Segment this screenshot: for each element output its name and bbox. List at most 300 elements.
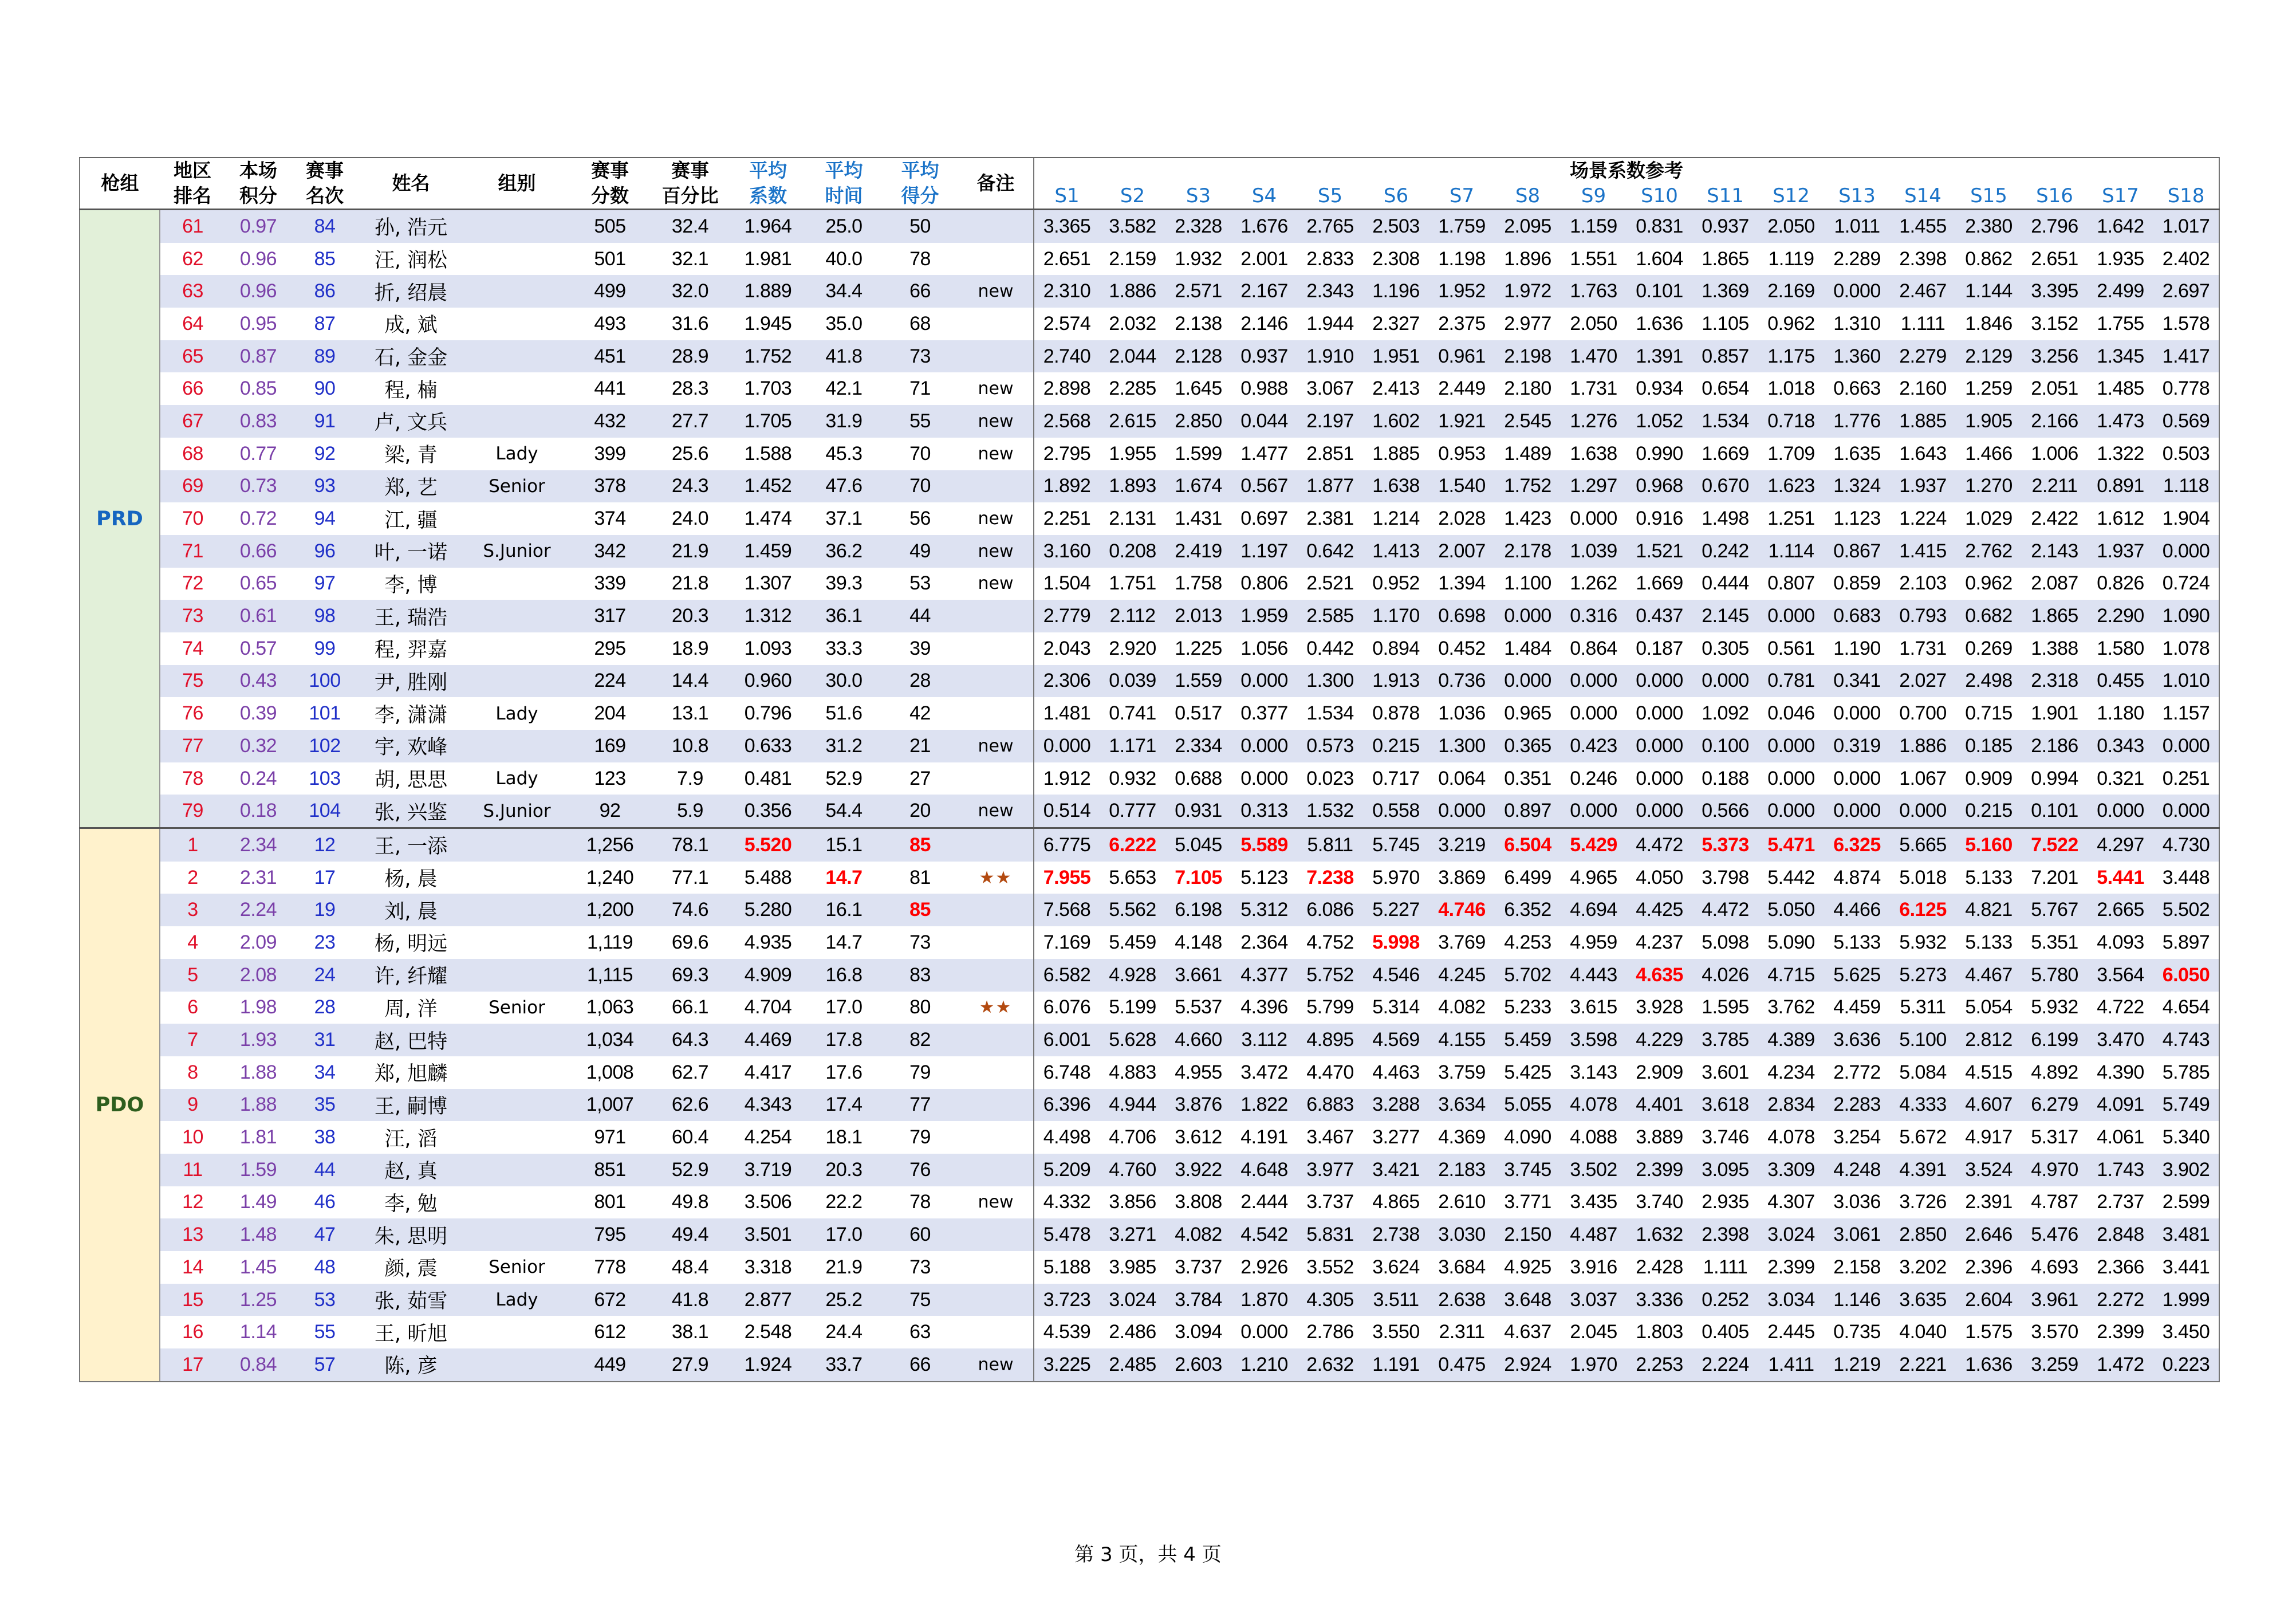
cell-round-points: 0.65 bbox=[225, 568, 292, 600]
cell-stage-s14: 5.100 bbox=[1890, 1024, 1956, 1056]
cell-avg-time: 24.4 bbox=[806, 1316, 882, 1348]
cell-stage-s16: 0.994 bbox=[2022, 762, 2088, 795]
cell-stage-s12: 0.000 bbox=[1758, 795, 1824, 828]
cell-match-pct: 27.9 bbox=[650, 1348, 730, 1382]
cell-stage-s15: 4.917 bbox=[1956, 1121, 2022, 1154]
cell-stage-s12: 4.715 bbox=[1758, 959, 1824, 992]
cell-stage-s5: 6.086 bbox=[1297, 894, 1363, 926]
cell-avg-factor: 2.877 bbox=[730, 1284, 806, 1316]
cell-stage-s7: 3.219 bbox=[1429, 828, 1495, 862]
cell-stage-s5: 3.067 bbox=[1297, 372, 1363, 405]
cell-stage-s2: 1.751 bbox=[1100, 568, 1165, 600]
cell-stage-s8: 2.095 bbox=[1495, 210, 1561, 243]
cell-stage-s12: 0.000 bbox=[1758, 730, 1824, 762]
cell-stage-s8: 5.055 bbox=[1495, 1089, 1561, 1122]
cell-stage-s15: 2.762 bbox=[1956, 535, 2022, 568]
cell-avg-points: 27 bbox=[882, 762, 958, 795]
cell-stage-s4: 2.444 bbox=[1231, 1186, 1297, 1219]
col-category: 组别 bbox=[464, 158, 570, 210]
cell-stage-s8: 3.771 bbox=[1495, 1186, 1561, 1219]
cell-match-score: 1,119 bbox=[570, 926, 650, 959]
cell-avg-time: 45.3 bbox=[806, 438, 882, 470]
cell-stage-s8: 5.233 bbox=[1495, 992, 1561, 1024]
cell-stage-s18: 1.904 bbox=[2153, 502, 2219, 535]
cell-stage-s12: 5.471 bbox=[1758, 828, 1824, 862]
cell-stage-s11: 2.145 bbox=[1692, 600, 1758, 632]
cell-stage-s17: 2.665 bbox=[2088, 894, 2153, 926]
cell-match-rank: 55 bbox=[292, 1316, 358, 1348]
cell-stage-s4: 1.959 bbox=[1231, 600, 1297, 632]
cell-round-points: 1.14 bbox=[225, 1316, 292, 1348]
cell-stage-s2: 1.886 bbox=[1100, 275, 1165, 308]
cell-stage-s13: 2.283 bbox=[1824, 1089, 1890, 1122]
cell-avg-factor: 0.796 bbox=[730, 697, 806, 730]
cell-stage-s12: 1.251 bbox=[1758, 502, 1824, 535]
cell-stage-s14: 6.125 bbox=[1890, 894, 1956, 926]
cell-remark bbox=[958, 1056, 1034, 1089]
cell-stage-s15: 2.604 bbox=[1956, 1284, 2022, 1316]
cell-stage-s7: 1.394 bbox=[1429, 568, 1495, 600]
cell-match-rank: 57 bbox=[292, 1348, 358, 1382]
stage-header-s13: S13 bbox=[1824, 183, 1890, 210]
cell-name: 周, 洋 bbox=[358, 992, 464, 1024]
cell-avg-time: 40.0 bbox=[806, 243, 882, 276]
cell-avg-factor: 3.719 bbox=[730, 1154, 806, 1186]
cell-stage-s6: 3.550 bbox=[1363, 1316, 1429, 1348]
cell-stage-s4: 0.988 bbox=[1231, 372, 1297, 405]
cell-name: 张, 茹雪 bbox=[358, 1284, 464, 1316]
cell-stage-s11: 3.798 bbox=[1692, 862, 1758, 894]
table-row bbox=[80, 665, 2219, 698]
cell-stage-s2: 3.985 bbox=[1100, 1251, 1165, 1284]
cell-stage-s9: 1.039 bbox=[1561, 535, 1627, 568]
cell-stage-s16: 3.395 bbox=[2022, 275, 2088, 308]
cell-round-points: 0.84 bbox=[225, 1348, 292, 1382]
cell-stage-s5: 2.786 bbox=[1297, 1316, 1363, 1348]
table-row bbox=[80, 894, 2219, 926]
group-label-pdo: PDO bbox=[80, 828, 160, 1382]
cell-avg-points: 44 bbox=[882, 600, 958, 632]
cell-avg-points: 85 bbox=[882, 894, 958, 926]
cell-region-rank: 7 bbox=[160, 1024, 225, 1056]
cell-stage-s7: 4.369 bbox=[1429, 1121, 1495, 1154]
cell-avg-factor: 4.417 bbox=[730, 1056, 806, 1089]
cell-avg-points: 55 bbox=[882, 405, 958, 438]
cell-stage-s16: 7.522 bbox=[2022, 828, 2088, 862]
cell-stage-s13: 1.324 bbox=[1824, 470, 1890, 503]
cell-stage-s13: 3.254 bbox=[1824, 1121, 1890, 1154]
cell-region-rank: 67 bbox=[160, 405, 225, 438]
cell-match-score: 493 bbox=[570, 308, 650, 340]
cell-stage-s10: 0.101 bbox=[1627, 275, 1692, 308]
cell-match-rank: 31 bbox=[292, 1024, 358, 1056]
cell-stage-s10: 0.000 bbox=[1627, 730, 1692, 762]
table-row bbox=[80, 959, 2219, 992]
cell-region-rank: 5 bbox=[160, 959, 225, 992]
cell-avg-factor: 4.469 bbox=[730, 1024, 806, 1056]
cell-stage-s17: 4.297 bbox=[2088, 828, 2153, 862]
cell-stage-s16: 2.166 bbox=[2022, 405, 2088, 438]
cell-stage-s1: 2.898 bbox=[1034, 372, 1100, 405]
table-row bbox=[80, 210, 2219, 243]
cell-stage-s5: 4.752 bbox=[1297, 926, 1363, 959]
cell-stage-s15: 3.524 bbox=[1956, 1154, 2022, 1186]
cell-stage-s3: 1.559 bbox=[1165, 665, 1231, 698]
cell-round-points: 2.24 bbox=[225, 894, 292, 926]
cell-round-points: 0.83 bbox=[225, 405, 292, 438]
cell-name: 李, 博 bbox=[358, 568, 464, 600]
cell-stage-s9: 1.470 bbox=[1561, 340, 1627, 373]
cell-stage-s6: 5.998 bbox=[1363, 926, 1429, 959]
cell-round-points: 0.85 bbox=[225, 372, 292, 405]
cell-round-points: 0.87 bbox=[225, 340, 292, 373]
cell-stage-s7: 2.311 bbox=[1429, 1316, 1495, 1348]
cell-region-rank: 75 bbox=[160, 665, 225, 698]
cell-match-rank: 46 bbox=[292, 1186, 358, 1219]
cell-category bbox=[464, 632, 570, 665]
cell-stage-s6: 3.421 bbox=[1363, 1154, 1429, 1186]
cell-avg-factor: 1.459 bbox=[730, 535, 806, 568]
cell-stage-s16: 2.422 bbox=[2022, 502, 2088, 535]
cell-round-points: 0.95 bbox=[225, 308, 292, 340]
cell-match-rank: 98 bbox=[292, 600, 358, 632]
cell-stage-s7: 4.155 bbox=[1429, 1024, 1495, 1056]
cell-stage-s5: 1.532 bbox=[1297, 795, 1363, 828]
cell-stage-s15: 2.396 bbox=[1956, 1251, 2022, 1284]
cell-match-score: 672 bbox=[570, 1284, 650, 1316]
cell-stage-s6: 2.327 bbox=[1363, 308, 1429, 340]
cell-stage-s7: 3.759 bbox=[1429, 1056, 1495, 1089]
cell-match-score: 1,034 bbox=[570, 1024, 650, 1056]
cell-stage-s4: 1.477 bbox=[1231, 438, 1297, 470]
cell-stage-s5: 3.467 bbox=[1297, 1121, 1363, 1154]
cell-stage-s18: 1.578 bbox=[2153, 308, 2219, 340]
cell-stage-s17: 1.180 bbox=[2088, 697, 2153, 730]
cell-region-rank: 73 bbox=[160, 600, 225, 632]
cell-stage-s13: 1.123 bbox=[1824, 502, 1890, 535]
cell-stage-s1: 2.795 bbox=[1034, 438, 1100, 470]
cell-round-points: 0.97 bbox=[225, 210, 292, 243]
cell-stage-s13: 4.466 bbox=[1824, 894, 1890, 926]
cell-round-points: 2.34 bbox=[225, 828, 292, 862]
cell-stage-s9: 4.078 bbox=[1561, 1089, 1627, 1122]
scene-factor-title: 场景系数参考 bbox=[1034, 158, 2219, 183]
cell-match-score: 501 bbox=[570, 243, 650, 276]
cell-round-points: 2.08 bbox=[225, 959, 292, 992]
cell-stage-s8: 1.489 bbox=[1495, 438, 1561, 470]
cell-match-score: 92 bbox=[570, 795, 650, 828]
cell-stage-s4: 0.937 bbox=[1231, 340, 1297, 373]
cell-avg-points: 53 bbox=[882, 568, 958, 600]
cell-match-score: 123 bbox=[570, 762, 650, 795]
cell-match-score: 169 bbox=[570, 730, 650, 762]
cell-stage-s8: 0.351 bbox=[1495, 762, 1561, 795]
cell-stage-s8: 0.000 bbox=[1495, 665, 1561, 698]
cell-stage-s12: 2.834 bbox=[1758, 1089, 1824, 1122]
cell-stage-s4: 0.313 bbox=[1231, 795, 1297, 828]
table-row bbox=[80, 243, 2219, 276]
cell-stage-s13: 1.219 bbox=[1824, 1348, 1890, 1382]
cell-category bbox=[464, 1024, 570, 1056]
cell-match-pct: 20.3 bbox=[650, 600, 730, 632]
cell-match-score: 451 bbox=[570, 340, 650, 373]
cell-name: 杨, 晨 bbox=[358, 862, 464, 894]
cell-avg-time: 22.2 bbox=[806, 1186, 882, 1219]
cell-stage-s17: 0.455 bbox=[2088, 665, 2153, 698]
cell-stage-s13: 0.341 bbox=[1824, 665, 1890, 698]
stage-header-s6: S6 bbox=[1363, 183, 1429, 210]
col-avg-factor: 平均 系数 bbox=[730, 158, 806, 210]
cell-match-rank: 101 bbox=[292, 697, 358, 730]
cell-stage-s1: 5.188 bbox=[1034, 1251, 1100, 1284]
cell-name: 汪, 润松 bbox=[358, 243, 464, 276]
cell-avg-points: 39 bbox=[882, 632, 958, 665]
cell-stage-s1: 0.514 bbox=[1034, 795, 1100, 828]
cell-stage-s6: 4.569 bbox=[1363, 1024, 1429, 1056]
cell-stage-s12: 1.709 bbox=[1758, 438, 1824, 470]
cell-avg-time: 17.8 bbox=[806, 1024, 882, 1056]
cell-stage-s12: 1.018 bbox=[1758, 372, 1824, 405]
cell-stage-s13: 0.859 bbox=[1824, 568, 1890, 600]
cell-stage-s12: 0.807 bbox=[1758, 568, 1824, 600]
cell-match-pct: 21.8 bbox=[650, 568, 730, 600]
cell-stage-s9: 4.694 bbox=[1561, 894, 1627, 926]
cell-stage-s2: 2.615 bbox=[1100, 405, 1165, 438]
cell-stage-s10: 2.909 bbox=[1627, 1056, 1692, 1089]
cell-stage-s8: 4.637 bbox=[1495, 1316, 1561, 1348]
cell-round-points: 0.18 bbox=[225, 795, 292, 828]
cell-stage-s3: 4.082 bbox=[1165, 1218, 1231, 1251]
cell-stage-s5: 3.737 bbox=[1297, 1186, 1363, 1219]
cell-stage-s7: 0.000 bbox=[1429, 795, 1495, 828]
cell-match-pct: 7.9 bbox=[650, 762, 730, 795]
cell-stage-s16: 3.259 bbox=[2022, 1348, 2088, 1382]
cell-avg-points: 82 bbox=[882, 1024, 958, 1056]
cell-stage-s6: 2.738 bbox=[1363, 1218, 1429, 1251]
cell-round-points: 0.39 bbox=[225, 697, 292, 730]
stage-header-s16: S16 bbox=[2022, 183, 2088, 210]
cell-stage-s16: 5.767 bbox=[2022, 894, 2088, 926]
cell-stage-s1: 2.043 bbox=[1034, 632, 1100, 665]
cell-stage-s11: 4.472 bbox=[1692, 894, 1758, 926]
cell-stage-s15: 1.259 bbox=[1956, 372, 2022, 405]
cell-match-rank: 85 bbox=[292, 243, 358, 276]
cell-category bbox=[464, 926, 570, 959]
cell-stage-s11: 0.566 bbox=[1692, 795, 1758, 828]
cell-category: Senior bbox=[464, 470, 570, 503]
cell-stage-s10: 3.336 bbox=[1627, 1284, 1692, 1316]
cell-stage-s1: 0.000 bbox=[1034, 730, 1100, 762]
cell-stage-s11: 0.670 bbox=[1692, 470, 1758, 503]
cell-stage-s3: 2.850 bbox=[1165, 405, 1231, 438]
cell-stage-s2: 3.856 bbox=[1100, 1186, 1165, 1219]
cell-stage-s9: 4.965 bbox=[1561, 862, 1627, 894]
cell-stage-s14: 5.018 bbox=[1890, 862, 1956, 894]
cell-stage-s13: 3.036 bbox=[1824, 1186, 1890, 1219]
cell-stage-s9: 1.551 bbox=[1561, 243, 1627, 276]
cell-stage-s4: 0.806 bbox=[1231, 568, 1297, 600]
cell-match-score: 432 bbox=[570, 405, 650, 438]
cell-category: Lady bbox=[464, 697, 570, 730]
cell-stage-s10: 0.990 bbox=[1627, 438, 1692, 470]
cell-stage-s18: 0.778 bbox=[2153, 372, 2219, 405]
cell-stage-s7: 3.769 bbox=[1429, 926, 1495, 959]
cell-avg-factor: 1.924 bbox=[730, 1348, 806, 1382]
cell-match-rank: 17 bbox=[292, 862, 358, 894]
cell-stage-s10: 0.437 bbox=[1627, 600, 1692, 632]
cell-stage-s1: 7.568 bbox=[1034, 894, 1100, 926]
cell-stage-s15: 0.862 bbox=[1956, 243, 2022, 276]
cell-stage-s3: 0.931 bbox=[1165, 795, 1231, 828]
cell-stage-s13: 1.190 bbox=[1824, 632, 1890, 665]
cell-stage-s4: 0.044 bbox=[1231, 405, 1297, 438]
cell-avg-time: 51.6 bbox=[806, 697, 882, 730]
cell-stage-s3: 1.599 bbox=[1165, 438, 1231, 470]
cell-match-pct: 14.4 bbox=[650, 665, 730, 698]
cell-avg-factor: 3.318 bbox=[730, 1251, 806, 1284]
cell-stage-s12: 2.399 bbox=[1758, 1251, 1824, 1284]
cell-round-points: 0.66 bbox=[225, 535, 292, 568]
cell-stage-s13: 0.000 bbox=[1824, 795, 1890, 828]
cell-stage-s18: 1.157 bbox=[2153, 697, 2219, 730]
cell-region-rank: 66 bbox=[160, 372, 225, 405]
cell-match-pct: 32.0 bbox=[650, 275, 730, 308]
cell-stage-s17: 1.642 bbox=[2088, 210, 2153, 243]
cell-stage-s14: 1.886 bbox=[1890, 730, 1956, 762]
cell-stage-s7: 1.759 bbox=[1429, 210, 1495, 243]
cell-stage-s12: 0.000 bbox=[1758, 600, 1824, 632]
cell-avg-points: 56 bbox=[882, 502, 958, 535]
cell-name: 程, 楠 bbox=[358, 372, 464, 405]
cell-name: 江, 疆 bbox=[358, 502, 464, 535]
cell-stage-s14: 5.932 bbox=[1890, 926, 1956, 959]
cell-match-pct: 31.6 bbox=[650, 308, 730, 340]
cell-stage-s4: 2.364 bbox=[1231, 926, 1297, 959]
cell-match-score: 224 bbox=[570, 665, 650, 698]
cell-stage-s18: 1.999 bbox=[2153, 1284, 2219, 1316]
cell-stage-s18: 0.223 bbox=[2153, 1348, 2219, 1382]
cell-stage-s13: 1.011 bbox=[1824, 210, 1890, 243]
cell-stage-s5: 1.877 bbox=[1297, 470, 1363, 503]
cell-avg-time: 47.6 bbox=[806, 470, 882, 503]
cell-stage-s15: 0.715 bbox=[1956, 697, 2022, 730]
cell-stage-s8: 5.702 bbox=[1495, 959, 1561, 992]
cell-match-rank: 23 bbox=[292, 926, 358, 959]
cell-stage-s11: 1.595 bbox=[1692, 992, 1758, 1024]
cell-match-pct: 32.1 bbox=[650, 243, 730, 276]
cell-match-rank: 104 bbox=[292, 795, 358, 828]
cell-stage-s13: 1.635 bbox=[1824, 438, 1890, 470]
cell-region-rank: 4 bbox=[160, 926, 225, 959]
cell-round-points: 0.73 bbox=[225, 470, 292, 503]
cell-avg-time: 52.9 bbox=[806, 762, 882, 795]
cell-stage-s2: 4.760 bbox=[1100, 1154, 1165, 1186]
cell-stage-s13: 1.146 bbox=[1824, 1284, 1890, 1316]
cell-match-score: 441 bbox=[570, 372, 650, 405]
cell-round-points: 2.31 bbox=[225, 862, 292, 894]
table-row bbox=[80, 405, 2219, 438]
cell-avg-points: 50 bbox=[882, 210, 958, 243]
stage-header-s9: S9 bbox=[1561, 183, 1627, 210]
cell-match-rank: 96 bbox=[292, 535, 358, 568]
cell-stage-s2: 1.171 bbox=[1100, 730, 1165, 762]
cell-avg-factor: 0.960 bbox=[730, 665, 806, 698]
cell-stage-s5: 5.752 bbox=[1297, 959, 1363, 992]
cell-stage-s4: 1.197 bbox=[1231, 535, 1297, 568]
cell-avg-factor: 4.343 bbox=[730, 1089, 806, 1122]
cell-stage-s4: 1.822 bbox=[1231, 1089, 1297, 1122]
cell-remark: new bbox=[958, 275, 1034, 308]
cell-category bbox=[464, 210, 570, 243]
cell-stage-s15: 1.466 bbox=[1956, 438, 2022, 470]
cell-stage-s18: 0.569 bbox=[2153, 405, 2219, 438]
cell-category: Lady bbox=[464, 762, 570, 795]
cell-name: 许, 纤耀 bbox=[358, 959, 464, 992]
cell-stage-s15: 4.467 bbox=[1956, 959, 2022, 992]
cell-name: 颜, 震 bbox=[358, 1251, 464, 1284]
cell-name: 朱, 思明 bbox=[358, 1218, 464, 1251]
cell-stage-s17: 1.935 bbox=[2088, 243, 2153, 276]
table-header bbox=[80, 158, 2219, 210]
cell-category bbox=[464, 502, 570, 535]
cell-stage-s3: 2.138 bbox=[1165, 308, 1231, 340]
cell-match-rank: 44 bbox=[292, 1154, 358, 1186]
cell-stage-s9: 1.731 bbox=[1561, 372, 1627, 405]
cell-stage-s12: 1.114 bbox=[1758, 535, 1824, 568]
cell-stage-s1: 1.481 bbox=[1034, 697, 1100, 730]
cell-stage-s2: 4.706 bbox=[1100, 1121, 1165, 1154]
cell-region-rank: 16 bbox=[160, 1316, 225, 1348]
cell-stage-s18: 0.000 bbox=[2153, 730, 2219, 762]
cell-stage-s5: 2.585 bbox=[1297, 600, 1363, 632]
cell-stage-s9: 3.435 bbox=[1561, 1186, 1627, 1219]
cell-stage-s13: 0.319 bbox=[1824, 730, 1890, 762]
cell-category: S.Junior bbox=[464, 535, 570, 568]
cell-remark: new bbox=[958, 1348, 1034, 1382]
cell-stage-s4: 5.312 bbox=[1231, 894, 1297, 926]
cell-stage-s5: 5.799 bbox=[1297, 992, 1363, 1024]
table-row bbox=[80, 1121, 2219, 1154]
col-gun-group: 枪组 bbox=[80, 158, 160, 210]
cell-stage-s12: 0.781 bbox=[1758, 665, 1824, 698]
cell-stage-s4: 1.676 bbox=[1231, 210, 1297, 243]
cell-stage-s11: 4.026 bbox=[1692, 959, 1758, 992]
cell-stage-s15: 1.905 bbox=[1956, 405, 2022, 438]
cell-remark bbox=[958, 1154, 1034, 1186]
cell-stage-s7: 1.921 bbox=[1429, 405, 1495, 438]
cell-match-pct: 5.9 bbox=[650, 795, 730, 828]
cell-stage-s16: 1.865 bbox=[2022, 600, 2088, 632]
cell-stage-s16: 3.152 bbox=[2022, 308, 2088, 340]
cell-round-points: 0.72 bbox=[225, 502, 292, 535]
cell-avg-factor: 1.452 bbox=[730, 470, 806, 503]
cell-match-score: 1,115 bbox=[570, 959, 650, 992]
cell-match-rank: 24 bbox=[292, 959, 358, 992]
cell-remark bbox=[958, 1024, 1034, 1056]
cell-stage-s12: 2.445 bbox=[1758, 1316, 1824, 1348]
cell-avg-factor: 1.703 bbox=[730, 372, 806, 405]
cell-stage-s1: 6.076 bbox=[1034, 992, 1100, 1024]
cell-stage-s14: 5.672 bbox=[1890, 1121, 1956, 1154]
stage-header-s4: S4 bbox=[1231, 183, 1297, 210]
cell-stage-s18: 0.724 bbox=[2153, 568, 2219, 600]
cell-category bbox=[464, 1316, 570, 1348]
cell-avg-points: 73 bbox=[882, 1251, 958, 1284]
cell-stage-s17: 2.848 bbox=[2088, 1218, 2153, 1251]
cell-remark: new bbox=[958, 502, 1034, 535]
cell-stage-s18: 1.010 bbox=[2153, 665, 2219, 698]
table-row bbox=[80, 502, 2219, 535]
